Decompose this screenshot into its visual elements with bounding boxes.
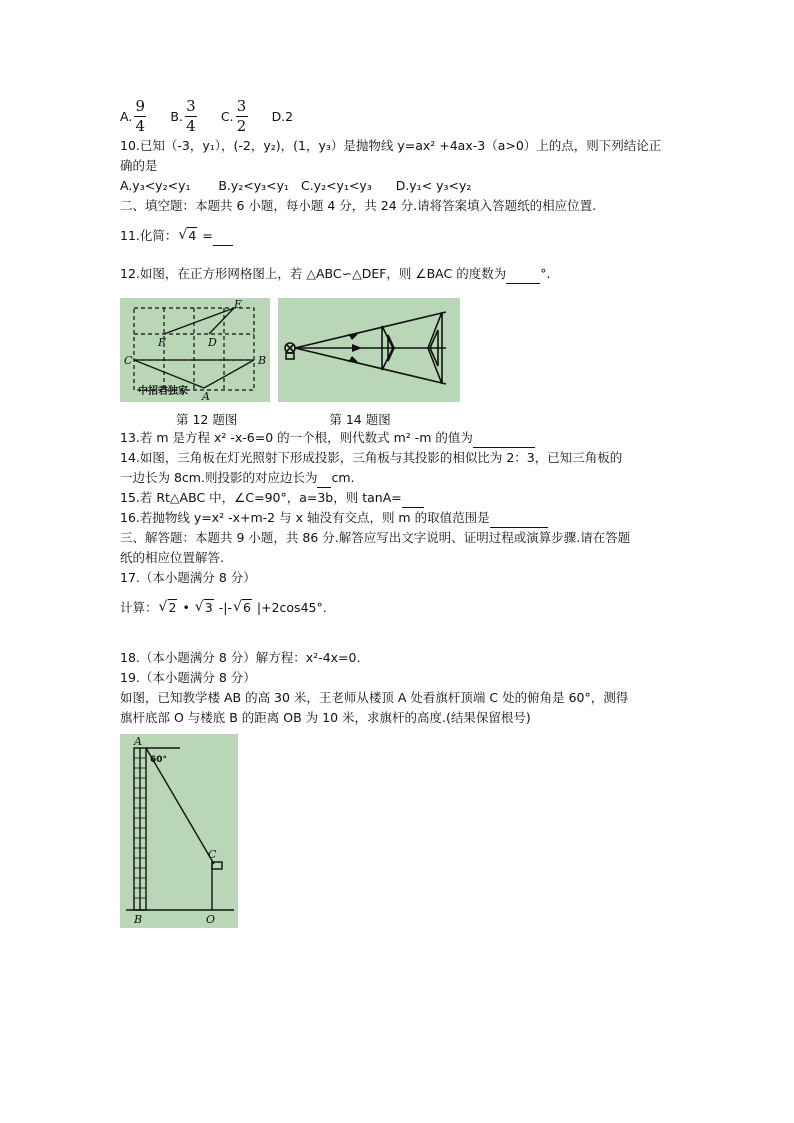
q10-line1: 10.已知（-3，y₁），(-2，y₂)，(1，y₃）是抛物线 y=ax² +4ax-3（a>0）上的点，则下列结论正: [120, 138, 662, 153]
figure-captions: [120, 410, 680, 428]
q17-head: 17.（本小题满分 8 分）: [120, 570, 256, 585]
label-b: B: [134, 913, 143, 926]
watermark: 中招君独家: [138, 386, 188, 397]
q10-line2: 确的是: [120, 158, 158, 173]
q9-option-d: D.2: [271, 108, 294, 124]
sqrt: √ 6: [233, 598, 252, 618]
caption-fig14: 第 14 题图: [329, 412, 391, 427]
q19-line1: 如图，已知教学楼 AB 的高 30 米，王老师从楼顶 A 处看旗杆顶端 C 处的俯角是 60°，测得: [120, 690, 629, 705]
sqrt: √ 4: [178, 226, 197, 246]
label-b: B: [258, 354, 267, 367]
q16: 16.若抛物线 y=x² -x+m-2 与 x 轴没有交点，则 m 的取值范围是: [120, 508, 680, 528]
exam-page: [120, 96, 680, 931]
fraction: $\frac{3}{2}$: [236, 96, 247, 135]
figure-19: [120, 734, 238, 928]
label-c: C: [208, 848, 217, 861]
section3-line2: 纸的相应位置解答.: [120, 550, 224, 565]
figures-row: [120, 298, 680, 402]
section3-line1: 三、解答题：本题共 9 小题，共 86 分.解答应写出文字说明、证明过程或演算步骤.请在答题: [120, 530, 631, 545]
q9-option-b: B. $\frac{3}{4}$: [170, 96, 196, 135]
label-c: C: [124, 354, 133, 367]
figure-12: [120, 298, 270, 402]
label-d: D: [208, 336, 217, 349]
sqrt: √ 3: [195, 598, 214, 618]
angle-label: 60°: [150, 755, 168, 765]
caption-fig12: 第 12 题图: [176, 412, 238, 427]
q19-head: 19.（本小题满分 8 分）: [120, 670, 256, 685]
q14-line2: 一边长为 8cm.则投影的对应边长为 cm.: [120, 468, 680, 488]
q9-option-c: C. $\frac{3}{2}$: [220, 96, 247, 135]
q12: 12.如图，在正方形网格图上，若 △ABC∽△DEF，则 ∠BAC 的度数为 °.: [120, 264, 680, 284]
label-o: O: [206, 913, 216, 926]
sqrt: √ 2: [159, 598, 178, 618]
q11: 11.化简：√ 4 =: [120, 226, 680, 246]
q13: 13.若 m 是方程 x² -x-6=0 的一个根，则代数式 m² -m 的值为: [120, 428, 680, 448]
q14-line1: 14.如图，三角板在灯光照射下形成投影，三角板与其投影的相似比为 2：3，已知三角板的: [120, 450, 623, 465]
q9-options: [120, 96, 680, 136]
q17-expression: 计算：√ 2 • √ 3 -|-√ 6 |+2cos45°.: [120, 598, 680, 618]
label-a: A: [202, 390, 210, 402]
label-f: F: [158, 336, 166, 349]
fraction: $\frac{3}{4}$: [186, 96, 196, 135]
q19-line2: 旗杆底部 O 与楼底 B 的距离 OB 为 10 米，求旗杆的高度.(结果保留根号): [120, 710, 531, 725]
label-e: E: [234, 298, 243, 311]
q10-options: A.y₃<y₂<y₁ B.y₂<y₃<y₁ C.y₂<y₁<y₃ D.y₁< y₃<y₂: [120, 178, 472, 193]
q15: 15.若 Rt△ABC 中，∠C=90°，a=3b，则 tanA=: [120, 488, 680, 508]
fraction: $\frac{9}{4}$: [135, 96, 146, 135]
label-a: A: [134, 735, 142, 748]
q18: 18.（本小题满分 8 分）解方程：x²-4x=0.: [120, 650, 361, 665]
q9-option-a: A. $\frac{9}{4}$: [120, 96, 146, 135]
section2-heading: 二、填空题：本题共 6 小题，每小题 4 分，共 24 分.请将答案填入答题纸的相应位置.: [120, 198, 597, 213]
figure-14: [278, 298, 460, 402]
